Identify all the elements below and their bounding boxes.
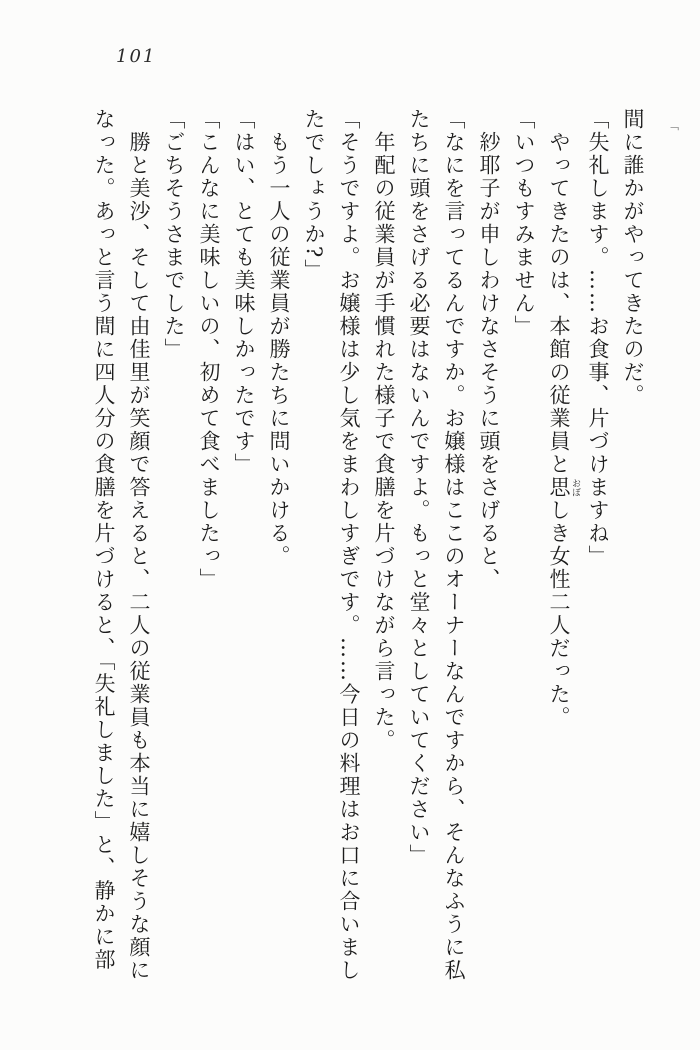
text-line: 「ごちそうさまでした」 [162,108,186,361]
print-artifact: ¬ [669,122,681,135]
text-line: たでしょうか?」 [302,108,326,283]
text-line: 間に誰かがやってきたのだ。 [621,108,645,407]
text-line: 紗耶子が申しわけなさそうに頭をさげると、 [477,131,501,591]
ruby-annotated-kanji: 思 おぼ [547,476,580,499]
body-text [86,108,650,994]
text-line: 「失礼します。……お食事、片づけますね」 [586,108,610,568]
text-line: やってきたのは、本館の従業員と思 おぼしき女性二人だった。 [547,131,580,729]
text-line: 年配の従業員が手慣れた様子で食膳を片づけながら言った。 [372,131,396,752]
text-line: 「いつもすみません」 [512,108,536,338]
text-line: もう一人の従業員が勝たちに問いかける。 [267,131,291,568]
text-line: 「なにを言ってるんですか。お嬢様はここのオーナーなんですから、そんなふうに私 [442,108,466,982]
page-number: 101 [116,46,157,67]
text-line: 「はい、とても美味しかったです」 [232,108,256,476]
text-line: 「そうですよ。お嬢様は少し気をまわしすぎです。……今日の料理はお口に合いまし [337,108,361,982]
text-line: なった。あっと言う間に四人分の食膳を片づけると、「失礼しました」と、静かに部 [92,108,116,972]
text-line: 勝と美沙、そして由佳里が笑顔で答えると、二人の従業員も本当に嬉しそうな顔に [127,131,151,982]
text-line: たちに頭をさげる必要はないんですよ。もっと堂々としていてください」 [407,108,431,867]
text-line: 「こんなに美味しいの、初めて食べましたっ」 [197,108,221,591]
